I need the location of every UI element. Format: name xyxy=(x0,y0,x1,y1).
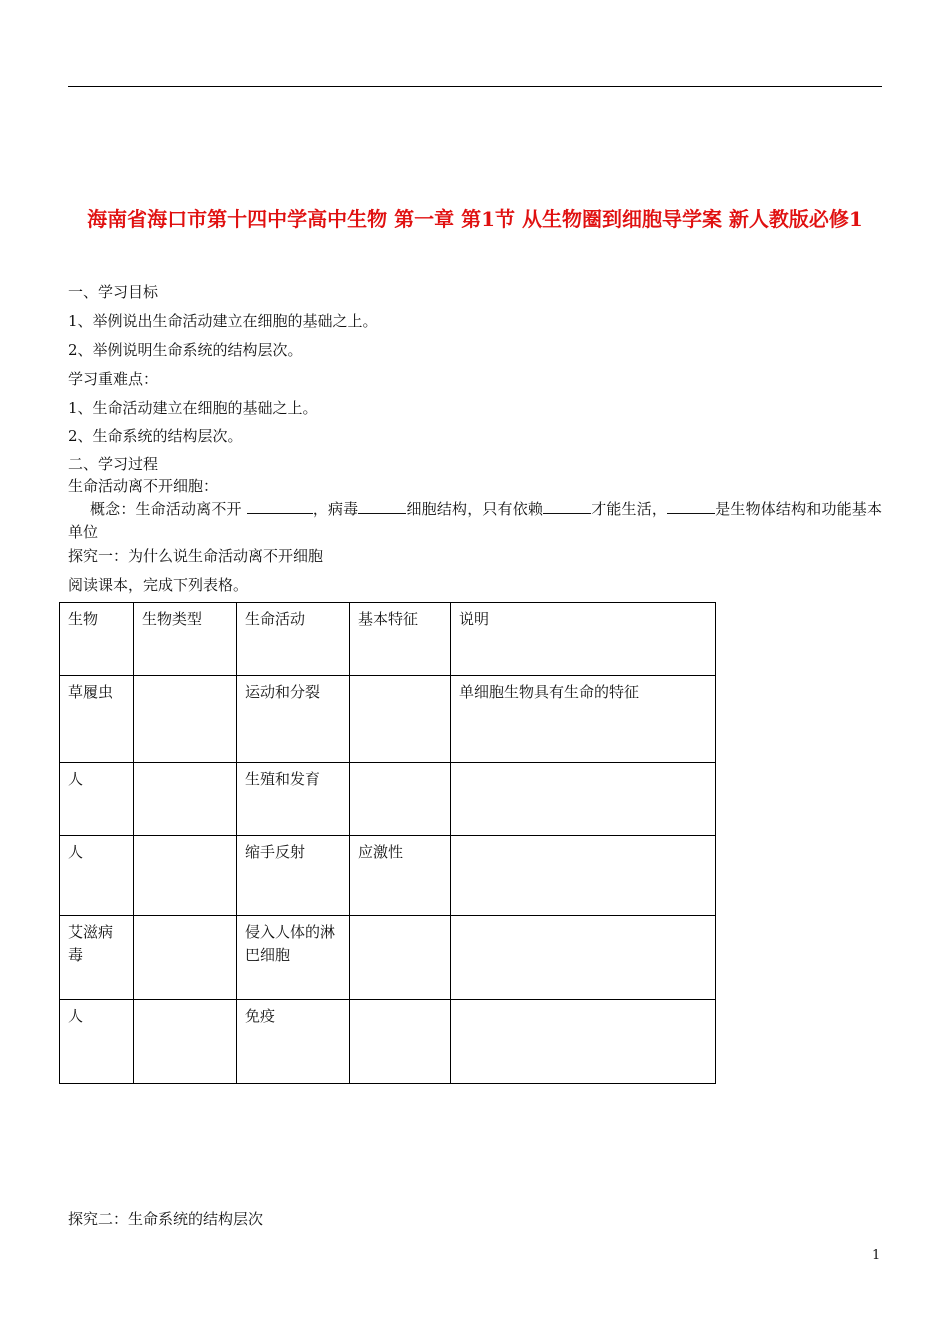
page-number: 1 xyxy=(872,1248,881,1263)
table-cell[interactable] xyxy=(134,836,237,916)
concept-part-2: ，病毒 xyxy=(312,500,359,518)
key-point-2: 2、生命系统的结构层次。 xyxy=(68,427,243,445)
concept-part-4: 才能生活， xyxy=(591,500,668,518)
table-cell[interactable] xyxy=(350,916,451,1000)
table-row xyxy=(60,763,716,836)
key-points-heading: 学习重难点： xyxy=(68,370,159,388)
goal-1: 1、举例说出生命活动建立在细胞的基础之上。 xyxy=(68,312,378,330)
table-cell: 人 xyxy=(60,836,134,916)
concept-part-1: 概念：生命活动离不开 xyxy=(90,500,242,518)
sub-heading: 生命活动离不开细胞： xyxy=(68,477,219,495)
concept-part-5: 是生物体结构和功能基本单位 xyxy=(68,500,882,541)
organism-table xyxy=(59,602,716,1084)
table-cell: 侵入人体的淋巴细胞 xyxy=(237,916,350,1000)
table-row xyxy=(60,916,716,1000)
table-cell: 缩手反射 xyxy=(237,836,350,916)
header-cell: 生命活动 xyxy=(237,603,350,676)
header-cell: 生物类型 xyxy=(134,603,237,676)
read-instruction: 阅读课本，完成下列表格。 xyxy=(68,576,249,594)
table-cell[interactable] xyxy=(134,676,237,763)
table-cell[interactable] xyxy=(134,1000,237,1084)
table-cell: 草履虫 xyxy=(60,676,134,763)
concept-paragraph xyxy=(68,498,882,544)
explore-2-heading: 探究二：生命系统的结构层次 xyxy=(68,1210,264,1228)
header-cell: 基本特征 xyxy=(350,603,451,676)
table-cell: 免疫 xyxy=(237,1000,350,1084)
process-heading: 二、学习过程 xyxy=(68,455,159,473)
table-cell[interactable] xyxy=(350,676,451,763)
blank-1[interactable] xyxy=(247,499,313,514)
explore-1-heading: 探究一：为什么说生命活动离不开细胞 xyxy=(68,547,324,565)
table-cell[interactable] xyxy=(350,763,451,836)
header-cell: 说明 xyxy=(451,603,716,676)
table-cell: 生殖和发育 xyxy=(237,763,350,836)
table-cell[interactable] xyxy=(134,916,237,1000)
goal-2: 2、举例说明生命系统的结构层次。 xyxy=(68,341,303,359)
table-cell: 应激性 xyxy=(350,836,451,916)
table-cell[interactable] xyxy=(451,763,716,836)
header-cell: 生物 xyxy=(60,603,134,676)
table-cell: 艾滋病毒 xyxy=(60,916,134,1000)
table-row xyxy=(60,676,716,763)
table-cell[interactable] xyxy=(451,836,716,916)
table-cell: 单细胞生物具有生命的特征 xyxy=(451,676,716,763)
blank-3[interactable] xyxy=(543,499,591,514)
table-cell[interactable] xyxy=(451,916,716,1000)
table-row xyxy=(60,836,716,916)
table-cell[interactable] xyxy=(451,1000,716,1084)
goals-heading: 一、学习目标 xyxy=(68,283,159,301)
table-row xyxy=(60,1000,716,1084)
table-cell[interactable] xyxy=(134,763,237,836)
concept-part-3: 细胞结构，只有依赖 xyxy=(406,500,544,518)
table-cell: 人 xyxy=(60,1000,134,1084)
key-point-1: 1、生命活动建立在细胞的基础之上。 xyxy=(68,399,318,417)
table-cell: 人 xyxy=(60,763,134,836)
header-rule xyxy=(68,86,882,87)
document-title: 海南省海口市第十四中学高中生物 第一章 第1节 从生物圈到细胞导学案 新人教版必修1 xyxy=(87,207,863,231)
table-header-row xyxy=(60,603,716,676)
blank-2[interactable] xyxy=(358,499,406,514)
table-cell: 运动和分裂 xyxy=(237,676,350,763)
blank-4[interactable] xyxy=(667,499,715,514)
table-cell[interactable] xyxy=(350,1000,451,1084)
